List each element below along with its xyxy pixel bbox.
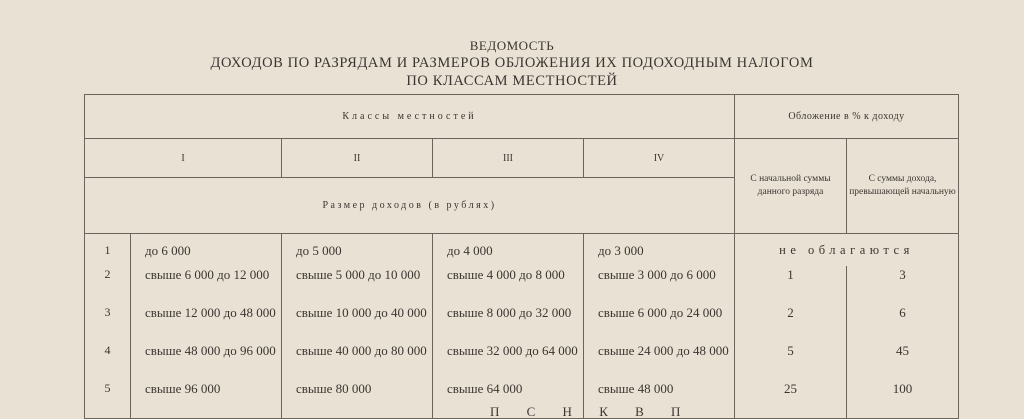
- income-cell: свыше 8 000 до 32 000: [433, 304, 584, 342]
- header-from-excess: С суммы дохода, превышающей начальную: [847, 139, 959, 234]
- header-from-start: С начальной суммы данного разряда: [735, 139, 847, 234]
- income-cell: свыше 6 000 до 24 000: [584, 304, 735, 342]
- document-subtitle-2: ПО КЛАССАМ МЕСТНОСТЕЙ: [406, 73, 618, 89]
- row-number: 3: [85, 304, 131, 342]
- footer-text-cut: П С Н К В П: [490, 404, 693, 417]
- header-income-size: Размер доходов (в рублях): [85, 178, 735, 234]
- header-class-4: IV: [584, 139, 735, 178]
- table-row: [85, 304, 959, 342]
- income-cell: до 5 000: [282, 234, 433, 267]
- income-cell: свыше 64 000: [433, 380, 584, 419]
- table-row: [85, 342, 959, 380]
- income-cell: до 4 000: [433, 234, 584, 267]
- income-cell: свыше 96 000: [131, 380, 282, 419]
- header-taxation: Обложение в % к доходу: [735, 95, 959, 139]
- income-cell: свыше 4 000 до 8 000: [433, 266, 584, 304]
- row-number: 4: [85, 342, 131, 380]
- rate-from-excess: 45: [847, 342, 959, 380]
- table-row: [85, 234, 959, 267]
- row-number: 2: [85, 266, 131, 304]
- header-class-2: II: [282, 139, 433, 178]
- rate-from-start: 1: [735, 266, 847, 304]
- income-cell: до 6 000: [131, 234, 282, 267]
- row-number: 5: [85, 380, 131, 419]
- income-cell: свыше 48 000: [584, 380, 735, 419]
- header-classes: Классы местностей: [85, 95, 735, 139]
- income-cell: до 3 000: [584, 234, 735, 267]
- income-cell: свыше 40 000 до 80 000: [282, 342, 433, 380]
- income-cell: свыше 48 000 до 96 000: [131, 342, 282, 380]
- income-cell: свыше 6 000 до 12 000: [131, 266, 282, 304]
- header-class-3: III: [433, 139, 584, 178]
- income-cell: свыше 24 000 до 48 000: [584, 342, 735, 380]
- income-cell: свыше 10 000 до 40 000: [282, 304, 433, 342]
- income-cell: свыше 3 000 до 6 000: [584, 266, 735, 304]
- document-subtitle: ДОХОДОВ ПО РАЗРЯДАМ И РАЗМЕРОВ ОБЛОЖЕНИЯ ИХ ПОДОХОДНЫМ НАЛОГОМ: [210, 55, 814, 71]
- rate-from-start: 2: [735, 304, 847, 342]
- document-title: ВЕДОМОСТЬ: [469, 38, 555, 53]
- rate-from-excess: 100: [847, 380, 959, 419]
- rate-from-start: 25: [735, 380, 847, 419]
- rate-from-excess: 3: [847, 266, 959, 304]
- income-cell: свыше 5 000 до 10 000: [282, 266, 433, 304]
- rate-from-start: 5: [735, 342, 847, 380]
- table-row: [85, 266, 959, 304]
- income-cell: свыше 32 000 до 64 000: [433, 342, 584, 380]
- income-cell: свыше 80 000: [282, 380, 433, 419]
- not-taxed-note: не облагаются: [735, 234, 959, 267]
- row-number: 1: [85, 234, 131, 267]
- header-class-1: I: [85, 139, 282, 178]
- income-cell: свыше 12 000 до 48 000: [131, 304, 282, 342]
- income-tax-table: [84, 94, 959, 419]
- rate-from-excess: 6: [847, 304, 959, 342]
